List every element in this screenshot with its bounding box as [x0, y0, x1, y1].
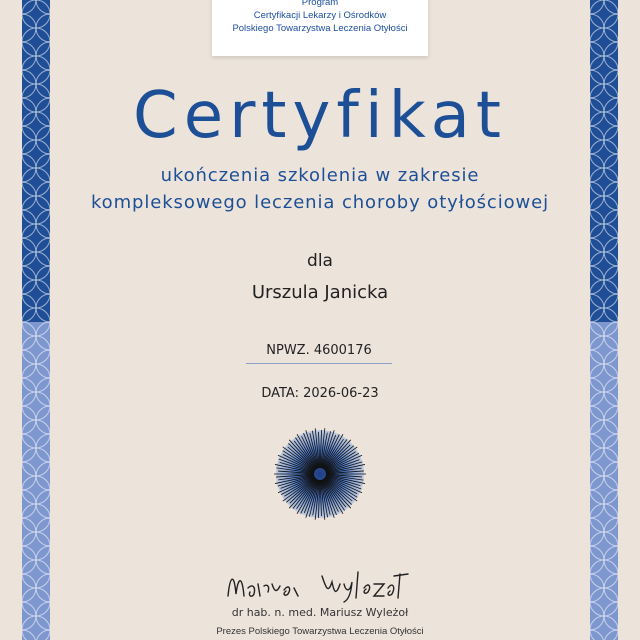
certificate-subtitle-line2: kompleksowego leczenia choroby otyłościowej [90, 192, 550, 213]
header-line-program: Program [301, 0, 339, 8]
for-label: dla [307, 251, 333, 271]
handwritten-signature [218, 566, 424, 608]
signatory-role: Prezes Polskiego Towarzystwa Leczenia Otyłości [216, 626, 424, 637]
header-line-society: Polskiego Towarzystwa Leczenia Otyłości [232, 23, 408, 34]
signatory-name: dr hab. n. med. Mariusz Wyleżoł [231, 606, 409, 619]
program-header-card [212, 0, 428, 56]
starburst-emblem-icon [270, 424, 370, 524]
header-line-certification: Certyfikacji Lekarzy i Ośrodków [253, 10, 387, 21]
npwz-number: NPWZ. 4600176 [246, 341, 392, 364]
certificate-date: DATA: 2026-06-23 [261, 386, 379, 401]
recipient-name: Urszula Janicka [251, 282, 389, 303]
certificate-title: Certyfikat [133, 79, 507, 153]
certificate-subtitle-line1: ukończenia szkolenia w zakresie [160, 165, 480, 186]
